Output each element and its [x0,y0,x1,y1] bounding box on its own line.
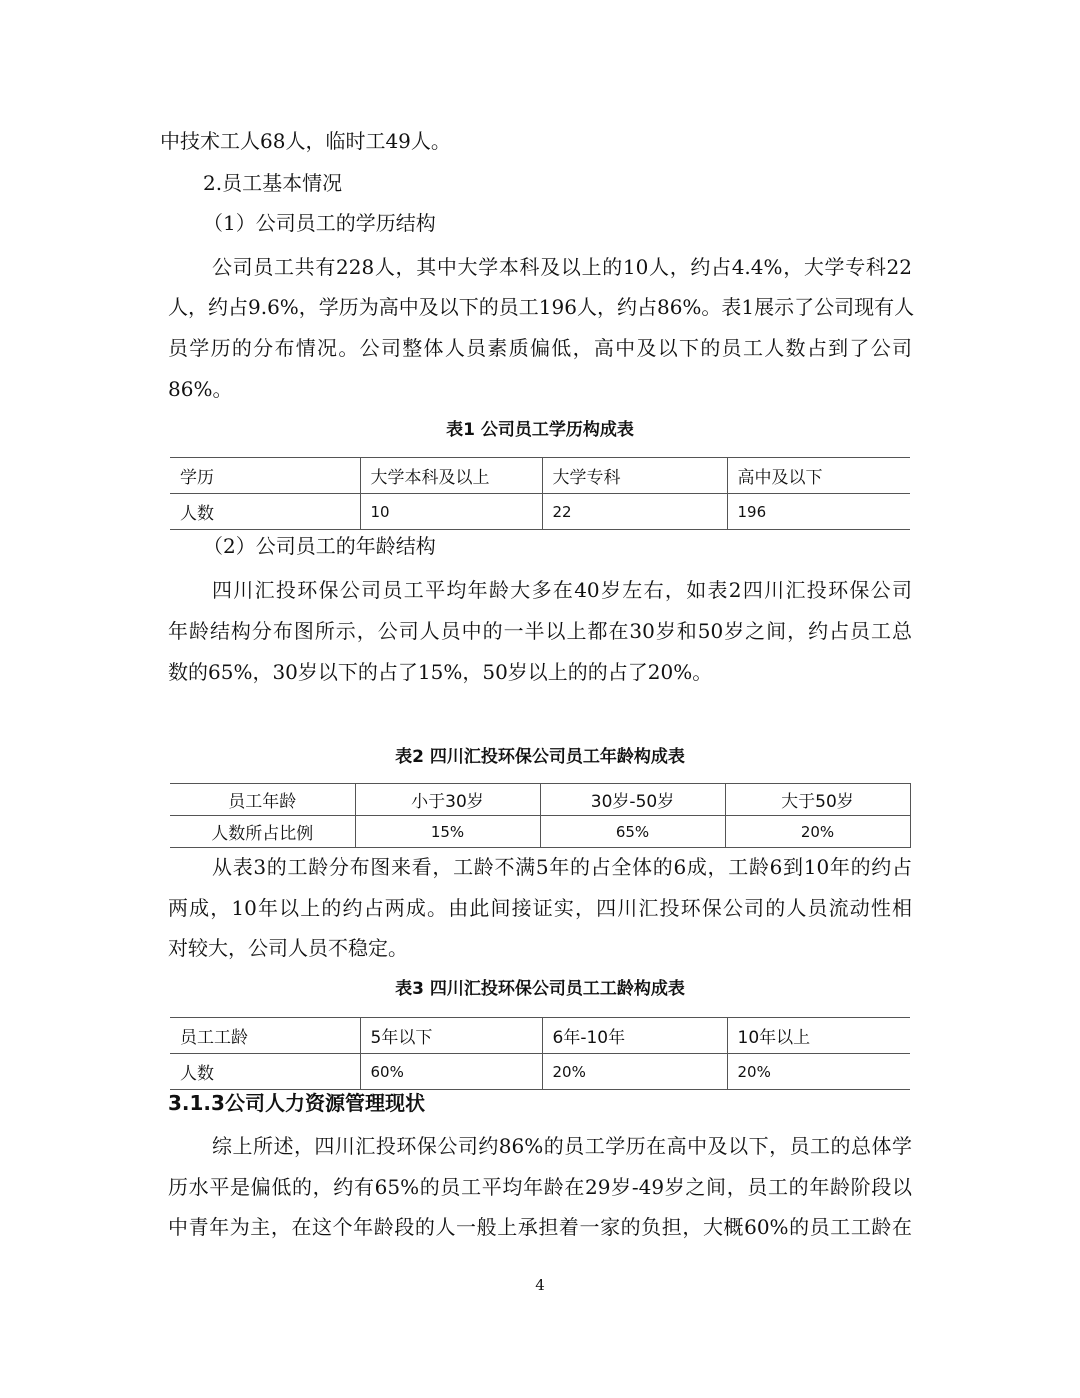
table-cell: 人数 [170,1054,360,1090]
paragraph-line: 数的65%，30岁以下的占了15%，50岁以上的的占了20%。 [168,660,713,684]
table-cell: 小于30岁 [355,784,540,816]
table-cell: 10 [360,494,542,530]
table-cell: 15% [355,816,540,848]
paragraph-line: 历水平是偏低的，约有65%的员工平均年龄在29岁-49岁之间，员工的年龄阶段以 [168,1175,912,1199]
table-cell: 大学本科及以上 [360,458,542,494]
page-number: 4 [535,1276,545,1294]
paragraph-line: 年龄结构分布图所示，公司人员中的一半以上都在30岁和50岁之间，约占员工总 [168,619,912,643]
table-row [170,784,910,816]
paragraph-line: 从表3的工龄分布图来看，工龄不满5年的占全体的6成，工龄6到10年的约占 [212,855,912,879]
table3-caption: 表3 四川汇投环保公司员工工龄构成表 [395,979,685,999]
paragraph-line: 两成，10年以上的约占两成。由此间接证实，四川汇投环保公司的人员流动性相 [168,896,912,920]
paragraph-line: 对较大，公司人员不稳定。 [168,936,408,960]
table2-caption: 表2 四川汇投环保公司员工年龄构成表 [395,747,685,767]
table-cell: 员工工龄 [170,1018,360,1054]
section-heading: 2.员工基本情况 [203,171,343,195]
paragraph-line: 公司员工共有228人，其中大学本科及以上的10人，约占4.4%，大学专科22 [212,255,912,279]
table-cell: 大学专科 [542,458,727,494]
paragraph-line: 86%。 [168,377,233,401]
paragraph-line: 人，约占9.6%，学历为高中及以下的员工196人，约占86%。表1展示了公司现有人 [168,295,915,319]
table1 [170,457,910,530]
paragraph-line: 四川汇投环保公司员工平均年龄大多在40岁左右，如表2四川汇投环保公司 [212,578,912,602]
table-cell: 60% [360,1054,542,1090]
table-cell: 5年以下 [360,1018,542,1054]
paragraph-line: 综上所述，四川汇投环保公司约86%的员工学历在高中及以下，员工的总体学 [212,1134,912,1158]
table2 [170,783,911,848]
table-cell: 22 [542,494,727,530]
table-row [170,458,910,494]
table-row [170,816,910,848]
table-cell: 20% [727,1054,910,1090]
table-cell: 10年以上 [727,1018,910,1054]
table-cell: 高中及以下 [727,458,910,494]
table-cell: 196 [727,494,910,530]
table-cell: 学历 [170,458,360,494]
table-cell: 6年-10年 [542,1018,727,1054]
table-row [170,1054,910,1090]
paragraph-line: 员学历的分布情况。公司整体人员素质偏低，高中及以下的员工人数占到了公司 [168,336,912,360]
paragraph-line: 中青年为主，在这个年龄段的人一般上承担着一家的负担，大概60%的员工工龄在 [168,1215,912,1239]
table1-caption: 表1 公司员工学历构成表 [446,420,634,440]
section-heading: 3.1.3公司人力资源管理现状 [168,1091,425,1115]
subsection-heading: （1）公司员工的学历结构 [203,211,436,235]
table-cell: 20% [542,1054,727,1090]
table3 [170,1017,910,1090]
table-cell: 65% [540,816,725,848]
table-cell: 20% [725,816,910,848]
table-cell: 30岁-50岁 [540,784,725,816]
table-row [170,494,910,530]
table-row [170,1018,910,1054]
table-cell: 大于50岁 [725,784,910,816]
table-cell: 人数 [170,494,360,530]
paragraph-line: 中技术工人68人，临时工49人。 [160,129,451,153]
table-cell: 人数所占比例 [170,816,355,848]
subsection-heading: （2）公司员工的年龄结构 [203,534,436,558]
table-cell: 员工年龄 [170,784,355,816]
